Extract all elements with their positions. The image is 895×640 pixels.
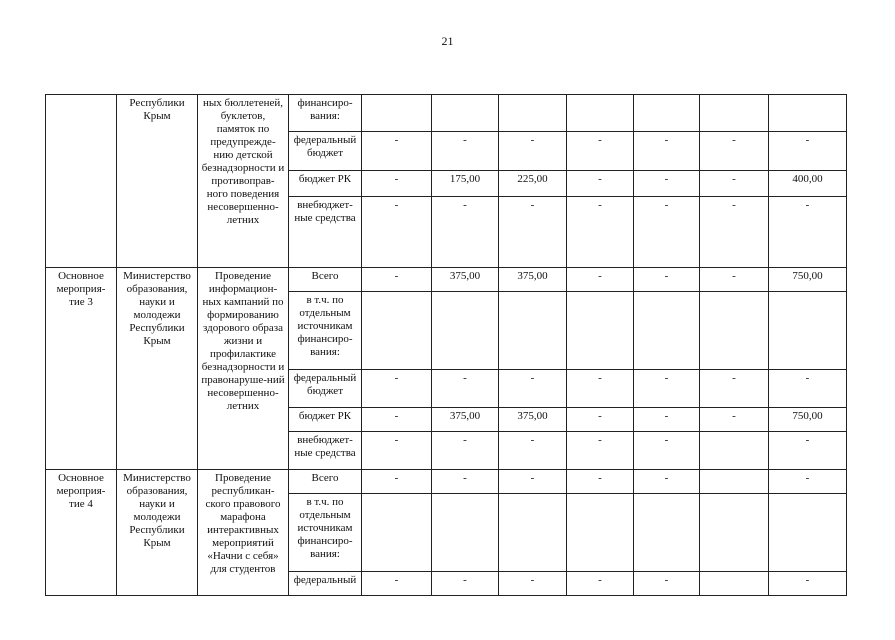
amount-cell: - [634, 432, 700, 470]
amount-cell: - [769, 197, 847, 268]
amount-cell: - [634, 132, 700, 171]
amount-cell: - [567, 408, 634, 432]
amount-cell [432, 494, 499, 572]
amount-cell: - [634, 171, 700, 197]
amount-cell: - [567, 470, 634, 494]
amount-cell: - [634, 268, 700, 292]
funding-source-label: Всего [289, 470, 362, 494]
amount-cell: 750,00 [769, 268, 847, 292]
funding-source-label: федеральный бюджет [289, 132, 362, 171]
amount-cell: - [634, 197, 700, 268]
amount-cell: 175,00 [432, 171, 499, 197]
amount-cell: 750,00 [769, 408, 847, 432]
amount-cell: - [700, 370, 769, 408]
funding-source-label: федеральный бюджет [289, 370, 362, 408]
amount-cell: - [700, 171, 769, 197]
amount-cell [567, 95, 634, 132]
amount-cell [499, 494, 567, 572]
funding-source-label: в т.ч. по отдельным источникам финансиро-вания: [289, 292, 362, 370]
funding-source-label: внебюджет-ные средства [289, 197, 362, 268]
amount-cell [362, 494, 432, 572]
amount-cell: - [634, 470, 700, 494]
amount-cell: - [769, 432, 847, 470]
amount-cell: - [362, 132, 432, 171]
executor-cell: Министерство образования, науки и молодежи Республики Крым [117, 268, 198, 470]
funding-table [45, 94, 847, 596]
funding-source-label: в т.ч. по отдельным источникам финансиро-вания: [289, 494, 362, 572]
amount-cell [700, 432, 769, 470]
funding-source-label: бюджет РК [289, 171, 362, 197]
amount-cell [769, 494, 847, 572]
funding-source-label: Всего [289, 268, 362, 292]
amount-cell [700, 292, 769, 370]
amount-cell: - [362, 268, 432, 292]
amount-cell: - [700, 268, 769, 292]
amount-cell: - [432, 132, 499, 171]
amount-cell: - [362, 408, 432, 432]
activity-cell: Проведение информацион-ных кампаний по формированию здорового образа жизни и профилактике безнадзорности и правонаруше-ний несовершенно-летних [198, 268, 289, 470]
amount-cell: - [499, 370, 567, 408]
amount-cell: - [634, 572, 700, 596]
amount-cell: - [769, 470, 847, 494]
funding-source-label: федеральный [289, 572, 362, 596]
amount-cell: 375,00 [499, 268, 567, 292]
amount-cell: - [567, 370, 634, 408]
measure-cell: Основное мероприя-тие 4 [46, 470, 117, 596]
amount-cell [634, 494, 700, 572]
amount-cell: - [567, 432, 634, 470]
amount-cell: - [432, 197, 499, 268]
activity-cell: Проведение республикан-ского правового марафона интерактивных мероприятий «Начни с себя» для студентов [198, 470, 289, 596]
funding-source-label: внебюджет-ные средства [289, 432, 362, 470]
activity-cell: ных бюллетеней, буклетов, памяток по предупрежде-нию детской безнадзорности и противоправ-ного поведения несовершенно-летних [198, 95, 289, 268]
amount-cell: - [362, 432, 432, 470]
amount-cell: 400,00 [769, 171, 847, 197]
amount-cell: - [362, 197, 432, 268]
amount-cell [499, 95, 567, 132]
amount-cell: - [432, 432, 499, 470]
amount-cell [567, 494, 634, 572]
funding-source-label: финансиро-вания: [289, 95, 362, 132]
funding-source-label: бюджет РК [289, 408, 362, 432]
amount-cell: - [499, 572, 567, 596]
amount-cell: - [362, 572, 432, 596]
amount-cell: 375,00 [499, 408, 567, 432]
amount-cell [769, 292, 847, 370]
amount-cell [769, 95, 847, 132]
amount-cell: - [700, 197, 769, 268]
executor-cell: Республики Крым [117, 95, 198, 268]
amount-cell [700, 494, 769, 572]
amount-cell: - [769, 370, 847, 408]
amount-cell [362, 292, 432, 370]
table-row [46, 95, 847, 132]
amount-cell: - [769, 132, 847, 171]
amount-cell [700, 470, 769, 494]
amount-cell: - [567, 171, 634, 197]
measure-cell: Основное мероприя-тие 3 [46, 268, 117, 470]
amount-cell: - [567, 268, 634, 292]
amount-cell: - [567, 197, 634, 268]
amount-cell: - [567, 572, 634, 596]
table-row [46, 470, 847, 494]
amount-cell [362, 95, 432, 132]
amount-cell: - [634, 370, 700, 408]
amount-cell: - [499, 197, 567, 268]
amount-cell: - [634, 408, 700, 432]
amount-cell: 375,00 [432, 268, 499, 292]
amount-cell: - [499, 132, 567, 171]
amount-cell [567, 292, 634, 370]
amount-cell: - [769, 572, 847, 596]
amount-cell: - [362, 370, 432, 408]
amount-cell [700, 572, 769, 596]
amount-cell: - [362, 171, 432, 197]
amount-cell: 375,00 [432, 408, 499, 432]
amount-cell: - [700, 408, 769, 432]
amount-cell [634, 95, 700, 132]
amount-cell: - [567, 132, 634, 171]
amount-cell: - [499, 432, 567, 470]
amount-cell [432, 292, 499, 370]
amount-cell: - [362, 470, 432, 494]
page-number: 21 [441, 34, 454, 48]
amount-cell: 225,00 [499, 171, 567, 197]
amount-cell: - [432, 572, 499, 596]
amount-cell: - [700, 132, 769, 171]
measure-cell [46, 95, 117, 268]
amount-cell [499, 292, 567, 370]
amount-cell: - [499, 470, 567, 494]
amount-cell: - [432, 470, 499, 494]
amount-cell [432, 95, 499, 132]
amount-cell [634, 292, 700, 370]
amount-cell: - [432, 370, 499, 408]
table-row [46, 268, 847, 292]
executor-cell: Министерство образования, науки и молодежи Республики Крым [117, 470, 198, 596]
amount-cell [700, 95, 769, 132]
